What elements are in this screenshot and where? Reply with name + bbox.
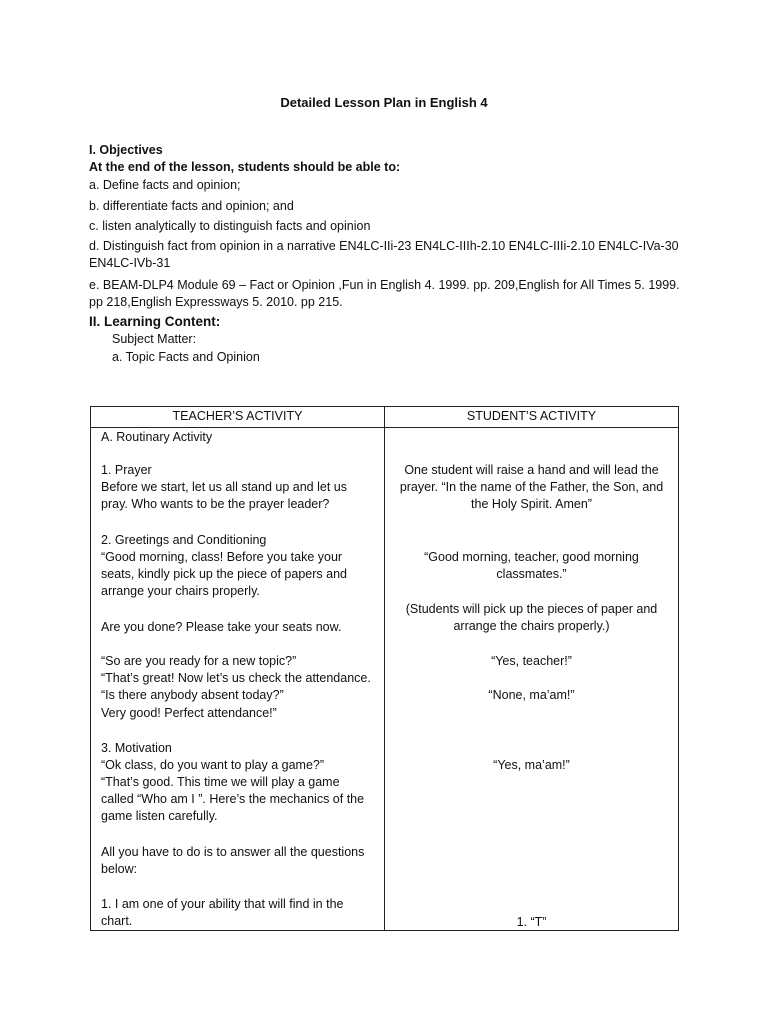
seats-response: (Students will pick up the pieces of paper and arrange the chairs properly.) xyxy=(405,602,658,633)
student-activity-header: STUDENT’S ACTIVITY xyxy=(385,407,679,428)
objective-c: c. listen analytically to distinguish facts and opinion xyxy=(89,219,371,233)
objective-a: a. Define facts and opinion; xyxy=(89,178,241,192)
greetings-label: 2. Greetings and Conditioning xyxy=(101,533,267,547)
answer-1: 1. “T” xyxy=(516,915,547,929)
absent-question: “Is there anybody absent today?” xyxy=(101,688,284,702)
objective-b: b. differentiate facts and opinion; and xyxy=(89,199,294,213)
table-header-row xyxy=(91,407,679,428)
learning-content-heading: II. Learning Content: xyxy=(89,314,221,329)
prayer-label: 1. Prayer xyxy=(101,463,152,477)
greeting-response: “Good morning, teacher, good morning classmates.” xyxy=(424,550,639,581)
document-title: Detailed Lesson Plan in English 4 xyxy=(280,95,488,110)
game-question: “Ok class, do you want to play a game?” xyxy=(101,758,325,772)
absent-response: “None, ma’am!” xyxy=(488,688,575,702)
motivation-label: 3. Motivation xyxy=(101,741,172,755)
objectives-heading: I. Objectives xyxy=(89,143,163,157)
topic-line: a. Topic Facts and Opinion xyxy=(112,350,260,364)
greetings-text: “Good morning, class! Before you take your seats, kindly pick up the piece of papers and arrange your chairs properly. xyxy=(101,550,347,598)
game-mechanics-text: “That’s good. This time we will play a game called “Who am I ”. Here’s the mechanics of the game listen carefully. xyxy=(101,775,365,823)
objective-d: d. Distinguish fact from opinion in a narrative EN4LC-IIi-23 EN4LC-IIIh-2.10 EN4LC-IIIi-2.10 EN4LC-IVa-30 EN4LC-IVb-31 xyxy=(89,239,679,270)
perfect-attendance-text: Very good! Perfect attendance!” xyxy=(101,706,277,720)
ready-question: “So are you ready for a new topic?” xyxy=(101,654,297,668)
routinary-activity-label: A. Routinary Activity xyxy=(101,430,213,444)
table-row xyxy=(91,428,679,931)
subject-matter-label: Subject Matter: xyxy=(112,332,197,346)
prayer-text: Before we start, let us all stand up and let us pray. Who wants to be the prayer leader? xyxy=(101,480,347,511)
objectives-section xyxy=(89,142,689,176)
game-response: “Yes, ma’am!” xyxy=(493,758,570,772)
teacher-activity-header: TEACHER’S ACTIVITY xyxy=(91,407,385,428)
teacher-activity-cell xyxy=(91,428,385,931)
activity-table xyxy=(90,406,679,931)
prayer-response: One student will raise a hand and will lead the prayer. “In the name of the Father, the Son, and the Holy Spirit. Amen” xyxy=(399,463,664,511)
seats-question: Are you done? Please take your seats now. xyxy=(101,620,342,634)
objectives-intro: At the end of the lesson, students should be able to: xyxy=(89,160,401,174)
question-1: 1. I am one of your ability that will find in the chart. xyxy=(101,897,344,928)
questions-instruction: All you have to do is to answer all the questions below: xyxy=(101,845,365,876)
student-activity-cell xyxy=(385,428,679,931)
objective-e: e. BEAM-DLP4 Module 69 – Fact or Opinion ,Fun in English 4. 1999. pp. 209,English for All Times 5. 1999. pp 218,English Expressways 5. 2010. pp 215. xyxy=(89,278,680,309)
attendance-text: “That’s great! Now let’s us check the attendance. xyxy=(101,671,371,685)
ready-response: “Yes, teacher!” xyxy=(491,654,572,668)
